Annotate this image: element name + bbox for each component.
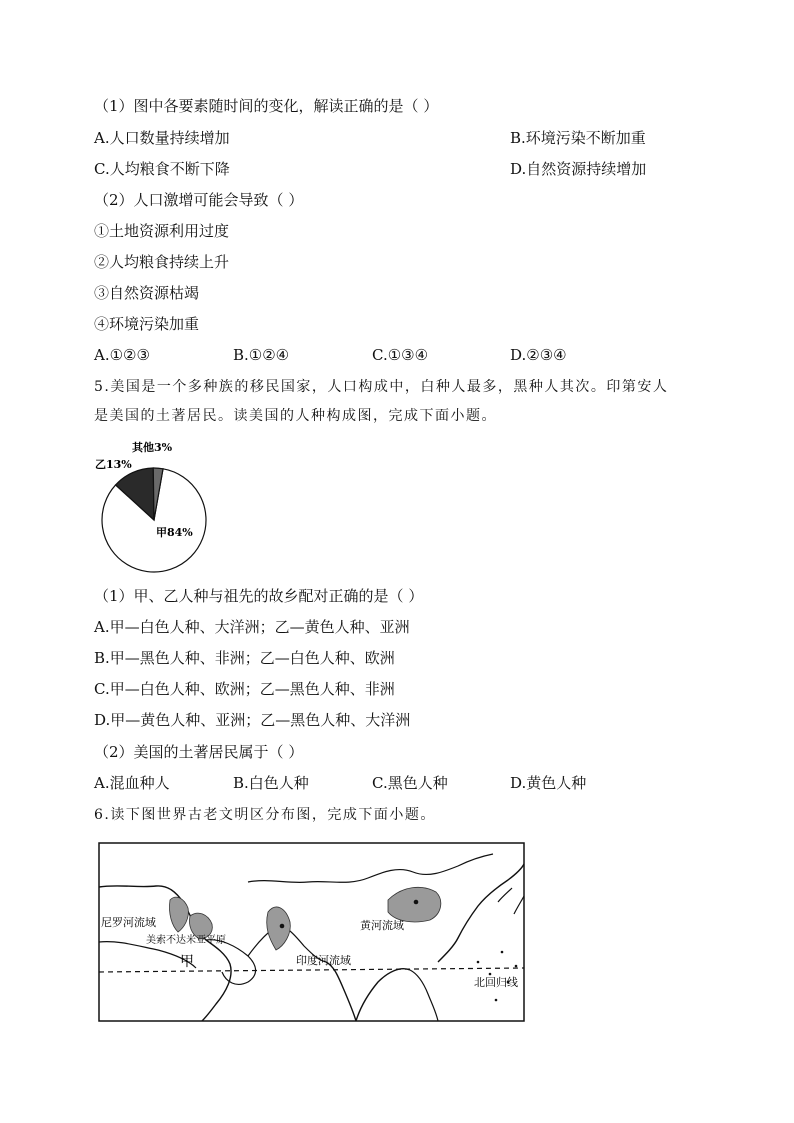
q5-intro-line1: 5.美国是一个多种族的移民国家，人口构成中，白种人最多，黑种人其次。印第安人 <box>94 379 669 395</box>
q6-intro: 6.读下图世界古老文明区分布图，完成下面小题。 <box>94 807 436 823</box>
city-dot <box>414 900 419 905</box>
label-nile: 尼罗河流域 <box>101 916 156 929</box>
q5-sub1-option-d[interactable]: D.甲—黄色人种、亚洲；乙—黑色人种、大洋洲 <box>94 711 411 729</box>
island <box>501 951 504 954</box>
label-tropic: 北回归线 <box>474 976 518 989</box>
label-mesopotamia: 美索不达米亚平原 <box>146 935 226 946</box>
island <box>477 961 480 964</box>
q4-sub2-option-a[interactable]: A.①②③ <box>94 346 150 364</box>
q5-sub2-stem: （2）美国的土著居民属于（ ） <box>94 743 304 761</box>
label-jia: 甲 <box>180 954 194 970</box>
q5-sub1-option-b[interactable]: B.甲—黑色人种、非洲；乙—白色人种、欧洲 <box>94 649 395 667</box>
q4-sub2-item-3: ③自然资源枯竭 <box>94 284 200 302</box>
map-frame <box>99 843 524 1021</box>
q4-sub2-option-b[interactable]: B.①②④ <box>233 346 290 364</box>
pie-label-other: 其他3% <box>132 441 173 454</box>
q4-sub1-option-b[interactable]: B.环境污染不断加重 <box>510 129 646 147</box>
q5-intro-line2: 是美国的土著居民。读美国的人种构成图，完成下面小题。 <box>94 408 497 424</box>
island <box>515 965 518 968</box>
q4-sub2-option-c[interactable]: C.①③④ <box>372 346 429 364</box>
ancient-civilizations-map <box>98 842 525 1022</box>
q4-sub1-option-a[interactable]: A.人口数量持续增加 <box>94 129 230 147</box>
q5-sub1-option-a[interactable]: A.甲—白色人种、大洋洲；乙—黄色人种、亚洲 <box>94 618 410 636</box>
label-indus: 印度河流域 <box>296 954 351 967</box>
q5-sub1-option-c[interactable]: C.甲—白色人种、欧洲；乙—黑色人种、非洲 <box>94 680 395 698</box>
city-dot <box>280 924 285 929</box>
q4-sub2-item-1: ①土地资源利用过度 <box>94 222 230 240</box>
q4-sub2-option-d[interactable]: D.②③④ <box>510 346 567 364</box>
q4-sub1-option-d[interactable]: D.自然资源持续增加 <box>510 160 647 178</box>
q4-sub1-stem: （1）图中各要素随时间的变化，解读正确的是（ ） <box>94 97 439 115</box>
q4-sub2-item-4: ④环境污染加重 <box>94 315 200 333</box>
q5-sub2-option-c[interactable]: C.黑色人种 <box>372 774 448 792</box>
population-pie-chart <box>94 438 224 578</box>
q5-sub2-option-a[interactable]: A.混血种人 <box>94 774 170 792</box>
q5-sub2-option-d[interactable]: D.黄色人种 <box>510 774 587 792</box>
map-svg <box>98 842 525 1022</box>
island <box>489 973 492 976</box>
pie-svg <box>94 438 224 578</box>
q4-sub2-stem: （2）人口激增可能会导致（ ） <box>94 191 304 209</box>
label-yellow-river: 黄河流域 <box>360 919 404 932</box>
pie-label-jia: 甲84% <box>156 526 193 539</box>
q5-sub2-option-b[interactable]: B.白色人种 <box>233 774 309 792</box>
q4-sub2-item-2: ②人均粮食持续上升 <box>94 253 230 271</box>
island <box>495 999 498 1002</box>
q4-sub1-option-c[interactable]: C.人均粮食不断下降 <box>94 160 230 178</box>
pie-label-yi: 乙13% <box>95 458 132 471</box>
q5-sub1-stem: （1）甲、乙人种与祖先的故乡配对正确的是（ ） <box>94 587 424 605</box>
